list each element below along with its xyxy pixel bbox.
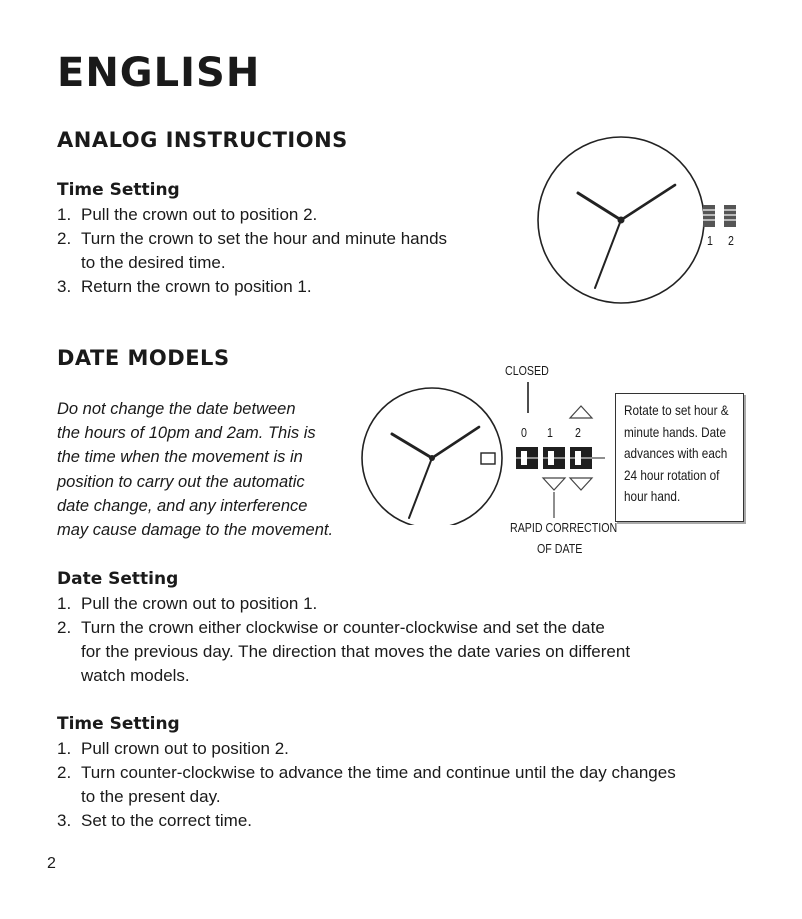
crown-label-2: 2	[728, 233, 734, 248]
position-label-1: 1	[547, 425, 553, 440]
date-models-heading: DATE MODELS	[57, 346, 230, 370]
position-label-0: 0	[521, 425, 527, 440]
page-number: 2	[47, 855, 56, 872]
hour-hand	[392, 434, 432, 458]
position-label-2: 2	[575, 425, 581, 440]
list-item: 2. Turn the crown either clockwise or counter-clockwise and set the date	[57, 618, 605, 637]
time-setting-heading-2: Time Setting	[57, 714, 180, 734]
date-change-warning: Do not change the date between the hours of 10pm and 2am. This is the time when the movement is in position to carry out the automatic date change, and any interference may cause damage to the movement.	[57, 400, 334, 540]
page-title: ENGLISH	[57, 50, 261, 96]
time-steps-list	[57, 737, 676, 833]
minute-hand	[432, 427, 479, 458]
second-hand	[595, 220, 621, 288]
rotate-up-arrow-icon	[570, 406, 592, 418]
analog-watch-diagram	[530, 130, 760, 320]
closed-label: CLOSED	[505, 363, 549, 378]
crown-label-1: 1	[707, 233, 713, 248]
list-item: to the present day.	[81, 787, 221, 806]
list-item: 1. Pull crown out to position 2.	[57, 739, 289, 758]
crown-position-0	[516, 447, 538, 469]
list-item: 2. Turn counter-clockwise to advance the time and continue until the day changes	[57, 763, 676, 782]
list-item: 1. Pull the crown out to position 1.	[57, 594, 318, 613]
date-watch-diagram	[355, 380, 605, 525]
time-setting-heading: Time Setting	[57, 180, 180, 200]
note-text: Rotate to set hour & minute hands. Date advances with each 24 hour rotation of hour hand.	[624, 402, 729, 504]
date-steps-list	[57, 592, 630, 688]
minute-hand	[621, 185, 675, 220]
list-item: 1. Pull the crown out to position 2.	[57, 205, 318, 224]
center-pin	[618, 217, 625, 224]
rotate-down-arrow-icon	[543, 478, 565, 490]
rotate-down-arrow-icon	[570, 478, 592, 490]
date-setting-heading: Date Setting	[57, 569, 179, 589]
rapid-correction-label: RAPID CORRECTION	[510, 520, 618, 535]
crown-position-2	[570, 447, 592, 469]
list-item: 3. Set to the correct time.	[57, 811, 253, 830]
list-item: 2. Turn the crown to set the hour and minute hands	[57, 229, 448, 248]
list-item: to the desired time.	[81, 253, 226, 272]
crown-position-1	[703, 205, 715, 227]
second-hand	[409, 458, 432, 518]
crown-position-2	[724, 205, 736, 227]
note-box	[615, 393, 744, 522]
date-window	[481, 453, 495, 464]
analog-steps-list	[57, 203, 447, 299]
list-item: 3. Return the crown to position 1.	[57, 277, 312, 296]
crown-position-1	[543, 447, 565, 469]
hour-hand	[578, 193, 621, 220]
rapid-correction-label-2: OF DATE	[537, 541, 583, 556]
center-pin	[429, 455, 435, 461]
list-item: for the previous day. The direction that moves the date varies on different	[81, 642, 631, 661]
analog-instructions-heading: ANALOG INSTRUCTIONS	[57, 128, 348, 152]
list-item: watch models.	[81, 666, 190, 685]
